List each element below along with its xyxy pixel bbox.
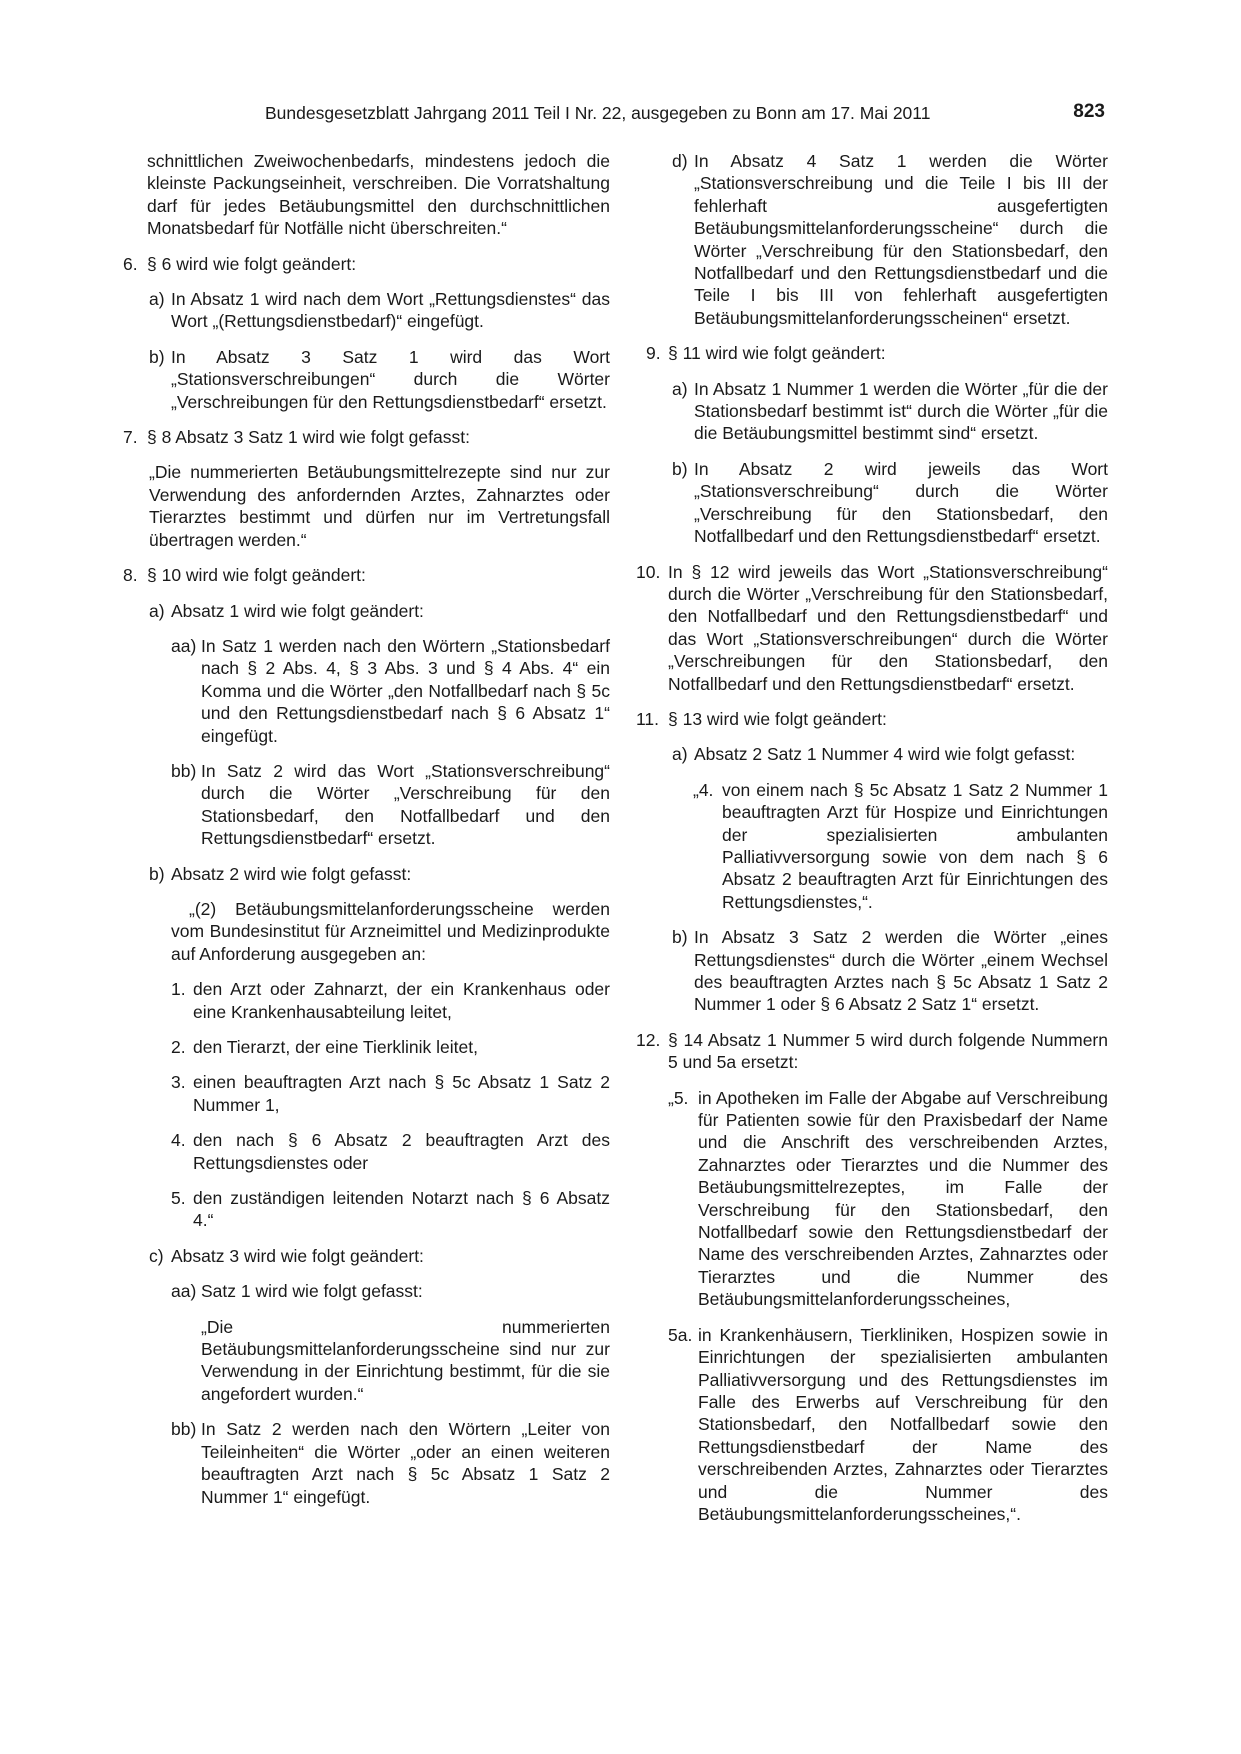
item-label: 1. <box>171 979 186 1000</box>
item-text: In Absatz 3 Satz 1 wird das Wort „Stationsverschreibungen“ durch die Wörter „Verschreibungen für den Rettungsdienstbedarf“ ersetzt. <box>171 346 610 412</box>
item-9a <box>636 378 1108 445</box>
item-text: In Absatz 2 wird jeweils das Wort „Stationsverschreibung“ durch die Wörter „Verschreibung für den Stationsbedarf, den Notfallbedarf und den Rettungsdienstbedarf“ ersetzt. <box>694 458 1108 547</box>
item-label: 11. <box>636 708 660 729</box>
item-label: a) <box>672 378 688 399</box>
page-number: 823 <box>1073 101 1105 122</box>
item-label: „4. <box>693 779 714 800</box>
item-text: § 11 wird wie folgt geändert: <box>668 343 886 364</box>
left-column <box>123 150 610 1521</box>
quote-paragraph <box>135 898 610 965</box>
item-label: 9. <box>646 343 661 364</box>
item-text: Absatz 1 wird wie folgt geändert: <box>171 600 424 621</box>
item-text: § 6 wird wie folgt geändert: <box>147 253 357 274</box>
item-label: 2. <box>171 1037 186 1057</box>
item-10 <box>636 561 1108 695</box>
item-11a-4 <box>636 779 1108 913</box>
item-label: aa) <box>171 635 197 656</box>
item-11b <box>636 926 1108 1016</box>
item-text: In Satz 2 werden nach den Wörtern „Leiter von Teileinheiten“ die Wörter „oder an einen weiteren beauftragten Arzt nach § 5c Absatz 1 Satz 2 Nummer 1“ eingefügt. <box>201 1419 610 1507</box>
item-6a <box>135 288 610 333</box>
list-item-3 <box>135 1071 610 1116</box>
item-text: Absatz 3 wird wie folgt geändert: <box>171 1245 424 1266</box>
item-12-5a <box>636 1324 1108 1526</box>
item-7 <box>123 426 610 448</box>
item-label: 12. <box>636 1029 661 1050</box>
item-text: Absatz 2 wird wie folgt gefasst: <box>171 863 412 884</box>
item-label: 8. <box>123 565 138 586</box>
item-text: In Absatz 1 Nummer 1 werden die Wörter „für die der Stationsbedarf bestimmt ist“ durch die Wörter „für die die Betäubungsmittel bestimmt sind“ ersetzt. <box>694 378 1108 444</box>
item-8a-bb <box>135 760 610 850</box>
item-label: b) <box>149 346 165 367</box>
item-11a <box>636 743 1108 765</box>
item-text: § 13 wird wie folgt geändert: <box>668 708 887 729</box>
item-8c-bb <box>135 1418 610 1508</box>
item-label: 7. <box>123 427 138 448</box>
item-text: in Apotheken im Falle der Abgabe auf Verschreibung für Patienten sowie für den Praxisbedarf der Name und die Anschrift des verschreibenden Arztes, Zahnarztes oder Tierarztes und die Nummer des Betäubungsmittelrezeptes, im Falle der Verschreibung für den Stationsbedarf, den Notfallbedarf sowie den Rettungsdienstbedarf der Name des verschreibenden Arztes, Zahnarztes oder Tierarztes und die Nummer des Betäubungsmittelanforderungsscheines, <box>698 1087 1108 1310</box>
item-text: § 14 Absatz 1 Nummer 5 wird durch folgende Nummern 5 und 5a ersetzt: <box>668 1029 1108 1073</box>
item-text: In Satz 2 wird das Wort „Stationsverschreibung“ durch die Wörter „Verschreibung für den Stationsbedarf, den Notfallbedarf und den Rettungsdienstbedarf“ ersetzt. <box>201 760 610 849</box>
item-8c-aa <box>135 1280 610 1302</box>
item-label: c) <box>149 1245 164 1266</box>
item-12-5 <box>636 1087 1108 1311</box>
item-text: in Krankenhäusern, Tierkliniken, Hospizen sowie in Einrichtungen der spezialisierten ambulanten Palliativversorgung und des Rettungsdienstes im Falle des Erwerbs auf Verschreibung für den Stationsbedarf, den Notfallbedarf sowie den Rettungsdienstbedarf der Name des verschreibenden Arztes, Zahnarztes oder Tierarztes und die Nummer des Betäubungsmittelanforderungsscheines,“. <box>698 1324 1108 1524</box>
right-column <box>636 150 1108 1538</box>
item-label: 3. <box>171 1072 186 1093</box>
item-text: In § 12 wird jeweils das Wort „Stationsverschreibung“ durch die Wörter „Verschreibung für den Stationsbedarf, den Notfallbedarf und den Rettungsdienstbedarf“ und das Wort „Stationsverschreibungen“ durch die Wörter „Verschreibungen für den Stationsbedarf, den Notfallbedarf und den Rettungsdienstbedarf“ ersetzt. <box>668 561 1108 694</box>
item-text: den Tierarzt, der eine Tierklinik leitet, <box>193 1037 478 1057</box>
list-item-2 <box>135 1036 610 1058</box>
item-label: „5. <box>668 1087 689 1108</box>
item-8c <box>135 1245 610 1267</box>
item-label: bb) <box>171 1419 197 1440</box>
item-text: Absatz 2 Satz 1 Nummer 4 wird wie folgt gefasst: <box>694 744 1076 765</box>
item-8a <box>135 600 610 622</box>
item-11 <box>636 708 1108 730</box>
item-9b <box>636 458 1108 548</box>
item-label: b) <box>149 863 165 884</box>
quote-paragraph <box>135 1316 610 1406</box>
item-label: 5. <box>171 1188 186 1209</box>
list-item-1 <box>135 978 610 1023</box>
item-8b <box>135 863 610 885</box>
item-6 <box>123 253 610 275</box>
quote-text: „Die nummerierten Betäubungsmittelanforderungsscheine sind nur zur Verwendung in der Einrichtung bestimmt, für die sie angefordert wurden.“ <box>201 1316 610 1404</box>
item-label: a) <box>149 600 165 621</box>
item-label: b) <box>672 458 688 479</box>
item-text: In Satz 1 werden nach den Wörtern „Stationsbedarf nach § 2 Abs. 4, § 3 Abs. 3 und § 4 Abs. 4“ ein Komma und die Wörter „den Notfallbedarf nach § 5c und den Rettungsdienstbedarf nach § 6 Absatz 1“ eingefügt. <box>201 635 610 746</box>
item-text: Satz 1 wird wie folgt gefasst: <box>201 1281 423 1302</box>
item-label: bb) <box>171 760 197 781</box>
item-8a-aa <box>135 635 610 747</box>
item-text: einen beauftragten Arzt nach § 5c Absatz 1 Satz 2 Nummer 1, <box>193 1072 610 1115</box>
item-8c-d <box>636 150 1108 329</box>
quote-text: „(2) Betäubungsmittelanforderungsscheine werden vom Bundesinstitut für Arzneimittel und Medizinprodukte auf Anforderung ausgegeben an: <box>171 898 610 964</box>
item-12 <box>636 1029 1108 1074</box>
item-text: In Absatz 1 wird nach dem Wort „Rettungsdienstes“ das Wort „(Rettungsdienstbedarf)“ eingefügt. <box>171 289 610 332</box>
quote-paragraph <box>135 461 610 551</box>
item-label: 4. <box>171 1130 186 1151</box>
item-text: den nach § 6 Absatz 2 beauftragten Arzt des Rettungsdienstes oder <box>193 1130 610 1173</box>
item-9 <box>636 342 1108 364</box>
item-text: den zuständigen leitenden Notarzt nach § 6 Absatz 4.“ <box>193 1188 610 1231</box>
item-6b <box>135 346 610 413</box>
item-text: In Absatz 4 Satz 1 werden die Wörter „Stationsverschreibung und die Teile I bis III der fehlerhaft ausgefertigten Betäubungsmittelanforderungsscheine“ durch die Wörter „Verschreibung für den Stationsbedarf, den Notfallbedarf und den Rettungsdienstbedarf und die Teile I bis III von fehlerhaft ausgefertigten Betäubungsmittelanforderungsscheinen“ ersetzt. <box>694 151 1108 328</box>
item-text: In Absatz 3 Satz 2 werden die Wörter „eines Rettungsdienstes“ durch die Wörter „einem Wechsel des beauftragten Arztes nach § 5c Absatz 1 Satz 2 Nummer 1 oder § 6 Absatz 2 Satz 1“ ersetzt. <box>694 927 1108 1015</box>
item-label: 6. <box>123 253 138 274</box>
item-label: b) <box>672 927 688 948</box>
item-label: a) <box>149 289 165 310</box>
item-label: 5a. <box>668 1324 693 1345</box>
item-label: aa) <box>171 1281 197 1302</box>
item-text: den Arzt oder Zahnarzt, der ein Krankenhaus oder eine Krankenhausabteilung leitet, <box>193 979 610 1022</box>
item-text: § 10 wird wie folgt geändert: <box>147 565 366 586</box>
paragraph-continuation <box>135 150 610 240</box>
item-text: von einem nach § 5c Absatz 1 Satz 2 Nummer 1 beauftragten Arzt für Hospize und Einrichtungen der spezialisierten ambulanten Palliativversorgung sowie von dem nach § 6 Absatz 2 beauftragten Arzt für Einrichtungen des Rettungsdienstes,“. <box>722 779 1108 912</box>
list-item-5 <box>135 1187 610 1232</box>
page-header <box>165 101 1105 127</box>
list-item-4 <box>135 1129 610 1174</box>
item-label: d) <box>672 151 688 171</box>
item-label: a) <box>672 744 688 765</box>
item-text: § 8 Absatz 3 Satz 1 wird wie folgt gefasst: <box>147 427 470 448</box>
item-8 <box>123 564 610 586</box>
item-label: 10. <box>636 561 661 582</box>
quote-text: „Die nummerierten Betäubungsmittelrezepte sind nur zur Verwendung des anfordernden Arztes, Zahnarztes oder Tierarztes bestimmt und dürfen nur im Vertretungsfall übertragen werden.“ <box>149 462 610 550</box>
paragraph-text: schnittlichen Zweiwochenbedarfs, mindestens jedoch die kleinste Packungseinheit, verschreiben. Die Vorratshaltung darf für jedes Betäubungsmittel den durchschnittlichen Monatsbedarf für Notfälle nicht überschreiten.“ <box>147 151 610 239</box>
running-title: Bundesgesetzblatt Jahrgang 2011 Teil I Nr. 22, ausgegeben zu Bonn am 17. Mai 2011 <box>265 103 931 123</box>
